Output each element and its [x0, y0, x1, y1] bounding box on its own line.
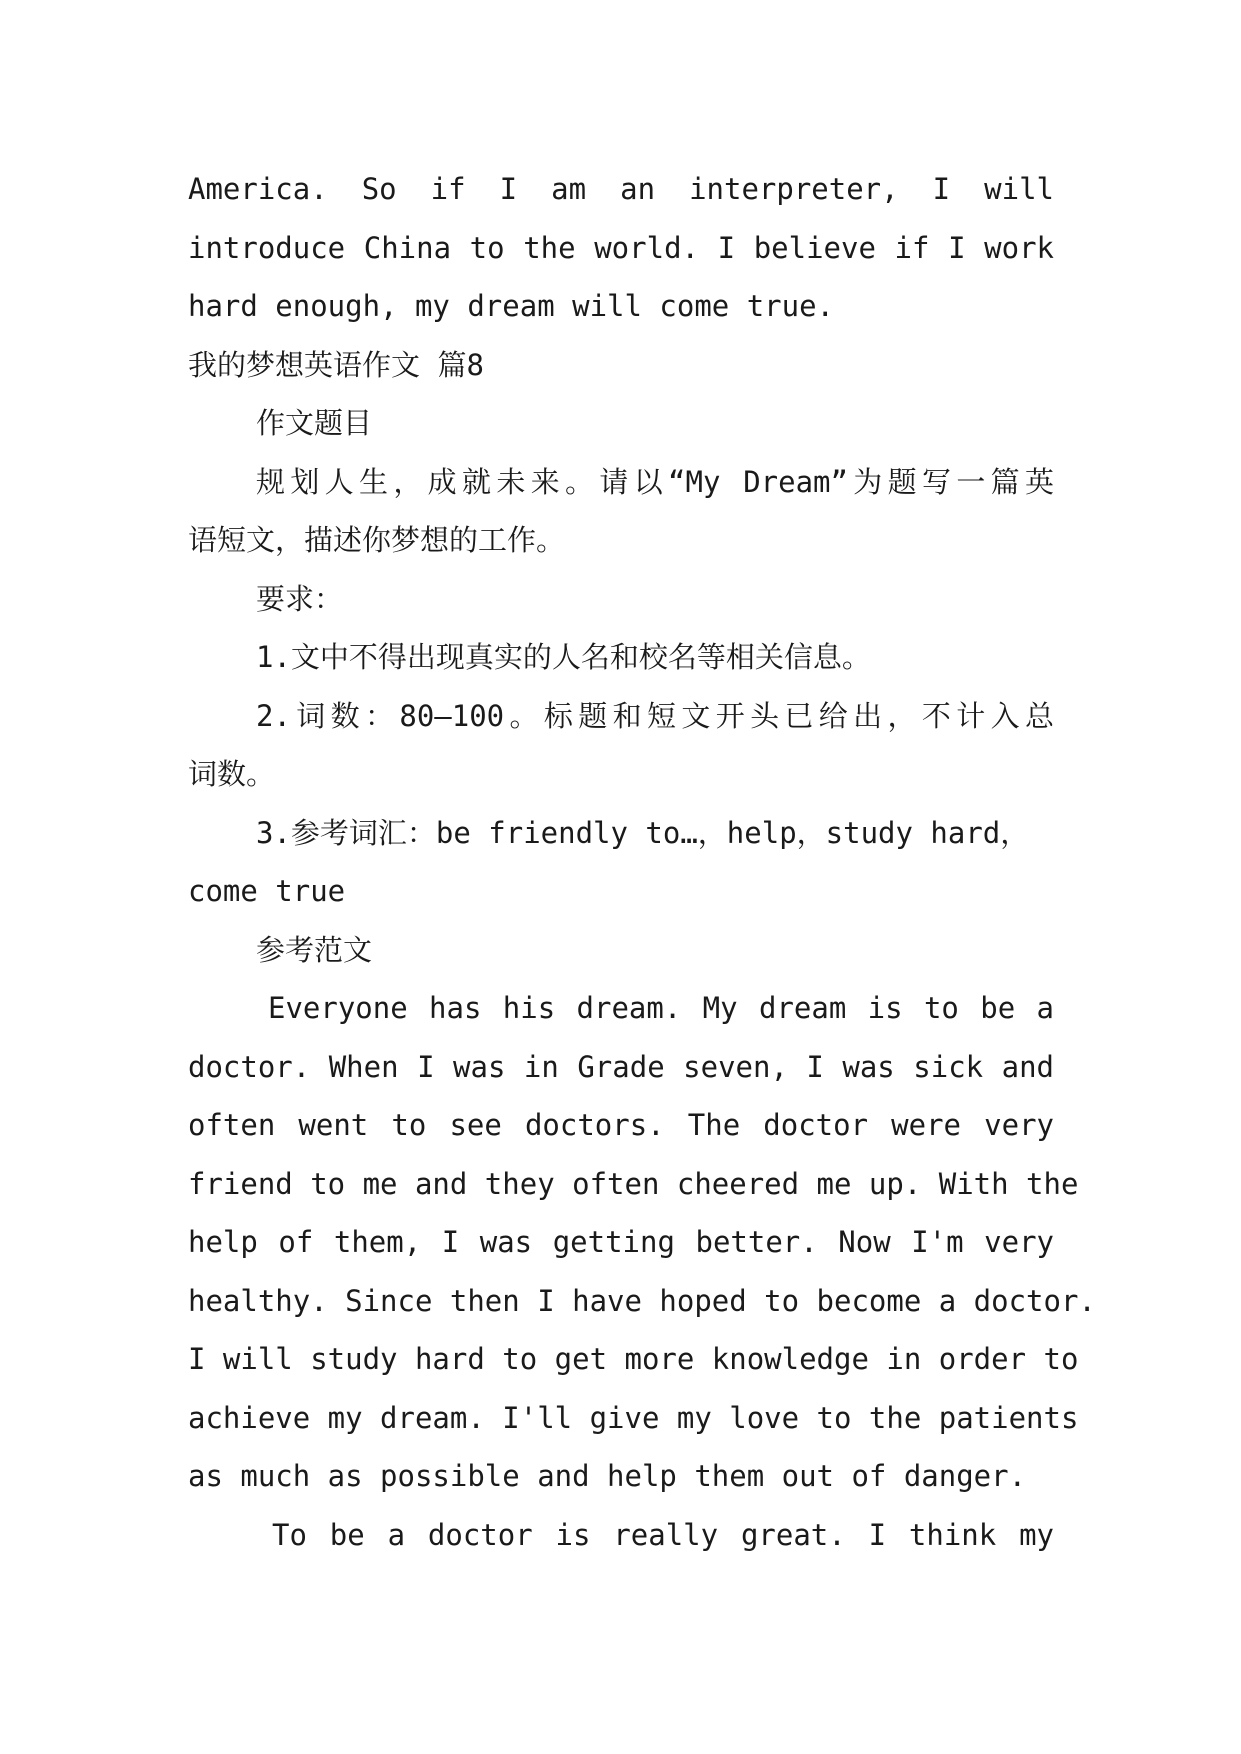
subheading-essay-topic: 作文题目: [256, 406, 373, 440]
paragraph-line: achieve my dream. I'll give my love to the patients: [188, 1400, 1079, 1435]
requirement-item: 3.参考词汇：be friendly to…，help，study hard，: [256, 815, 1030, 850]
subheading-requirements: 要求：: [256, 581, 344, 616]
paragraph-line: Everyone has his dream. My dream is to be a: [268, 991, 1054, 1025]
paragraph-line: 词数。: [188, 757, 276, 791]
document-page: [188, 160, 1096, 1564]
paragraph-line: To be a doctor is really great. I think my: [272, 1517, 1054, 1552]
subheading-sample-essay: 参考范文: [256, 932, 373, 967]
paragraph-line: doctor. When I was in Grade seven, I was sick and: [188, 1049, 1054, 1084]
paragraph-line: I will study hard to get more knowledge in order to: [188, 1342, 1079, 1376]
paragraph-line: come true: [188, 874, 346, 908]
paragraph-line: America. So if I am an interpreter, I will: [188, 172, 1054, 206]
paragraph-line: healthy. Since then I have hoped to become a doctor.: [188, 1283, 1096, 1318]
paragraph-line: help of them, I was getting better. Now I'm very: [188, 1225, 1054, 1259]
paragraph-line: as much as possible and help them out of danger.: [188, 1459, 1027, 1493]
requirement-item: 1.文中不得出现真实的人名和校名等相关信息。: [256, 640, 871, 674]
paragraph-line: hard enough, my dream will come true.: [188, 289, 835, 323]
paragraph-line: introduce China to the world. I believe if I work: [188, 230, 1054, 265]
paragraph-line: 规划人生，成就未来。请以“My Dream”为题写一篇英: [256, 464, 1054, 499]
paragraph-line: 语短文，描述你梦想的工作。: [188, 523, 566, 557]
requirement-item: 2.词数：80—100。标题和短文开头已给出，不计入总: [256, 698, 1054, 733]
paragraph-line: often went to see doctors. The doctor were very: [188, 1108, 1054, 1142]
section-heading: 我的梦想英语作文 篇8: [188, 347, 484, 382]
paragraph-line: friend to me and they often cheered me up. With the: [188, 1166, 1079, 1201]
